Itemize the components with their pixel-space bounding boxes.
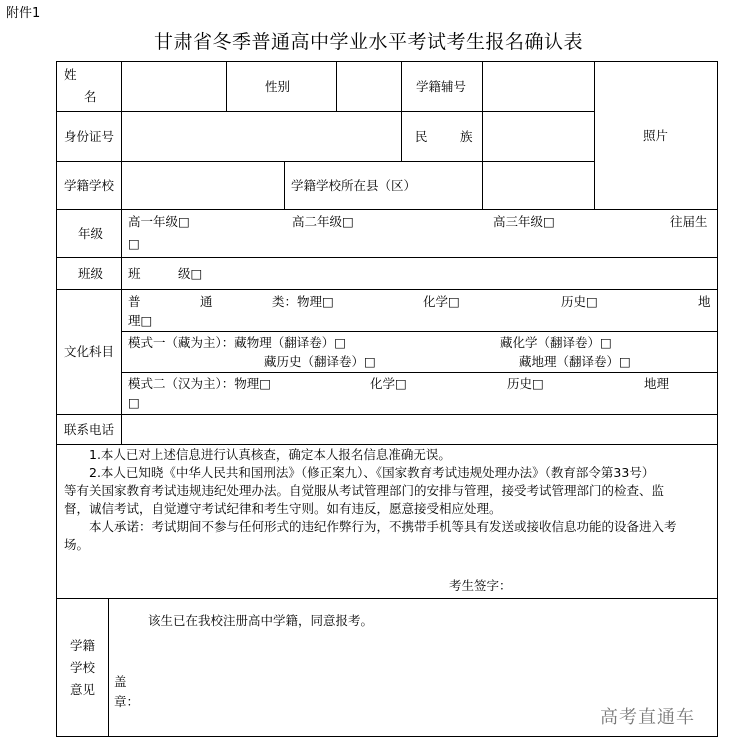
row-divider <box>56 598 718 599</box>
declaration-line-6: 场。 <box>64 537 90 552</box>
school-opinion-label-1: 学籍 <box>70 638 96 653</box>
col-divider <box>226 61 227 111</box>
subject-mode2-chemistry[interactable]: 化学□ <box>370 376 407 391</box>
subject-normal-geo-b[interactable]: 理□ <box>128 313 153 328</box>
grade-option-previous-text: 往届生 <box>670 214 708 229</box>
watermark: 高考直通车 <box>600 707 695 728</box>
photo-area[interactable] <box>595 62 717 208</box>
class-field[interactable]: 班 级□ <box>128 266 203 281</box>
subject-normal-physics[interactable]: 类：物理□ <box>272 294 334 309</box>
row-divider <box>121 331 718 332</box>
ethnic-field[interactable] <box>483 112 593 160</box>
subjects-label: 文化科目 <box>64 344 115 359</box>
name-label-top: 姓 <box>64 67 77 82</box>
county-field[interactable] <box>483 162 593 208</box>
grade-option-1[interactable]: 高一年级□ <box>128 214 190 229</box>
school-opinion-text: 该生已在我校注册高中学籍，同意报考。 <box>148 613 374 628</box>
row-divider <box>56 444 718 445</box>
attachment-label: 附件1 <box>6 6 41 21</box>
signature-field[interactable] <box>515 572 705 596</box>
subject-mode1-chemistry[interactable]: 藏化学（翻译卷）□ <box>500 335 612 350</box>
row-divider <box>56 209 718 210</box>
seal-label-2: 章： <box>114 694 140 709</box>
col-divider <box>108 598 109 737</box>
row-divider <box>121 372 718 373</box>
subject-normal-b: 通 <box>200 294 213 309</box>
page-title: 甘肃省冬季普通高中学业水平考试考生报名确认表 <box>153 31 583 53</box>
school-field[interactable] <box>122 162 283 208</box>
row-divider <box>56 257 718 258</box>
subject-mode1-physics[interactable]: 模式一（藏为主）：藏物理（翻译卷）□ <box>128 335 347 350</box>
seal-label-1: 盖 <box>114 674 127 689</box>
phone-label: 联系电话 <box>64 422 115 437</box>
subject-mode2-physics[interactable]: 模式二（汉为主）：物理□ <box>128 376 272 391</box>
subject-mode1-geography[interactable]: 藏地理（翻译卷）□ <box>519 354 631 369</box>
declaration-line-2: 2.本人已知晓《中华人民共和国刑法》（修正案九）、《国家教育考试违规处理办法》（教育部令第33号） <box>89 465 655 480</box>
subject-normal-history[interactable]: 历史□ <box>561 294 598 309</box>
subject-mode1-history[interactable]: 藏历史（翻译卷）□ <box>264 354 376 369</box>
assist-no-field[interactable] <box>483 62 593 110</box>
school-opinion-label-2: 学校 <box>70 660 96 675</box>
subject-normal-a: 普 <box>128 294 141 309</box>
signature-label: 考生签字： <box>449 578 512 593</box>
name-label-bottom: 名 <box>84 89 97 104</box>
gender-label: 性别 <box>265 79 291 94</box>
declaration-line-1: 1.本人已对上述信息进行认真核查，确定本人报名信息准确无误。 <box>89 447 451 462</box>
subject-normal-chemistry[interactable]: 化学□ <box>423 294 460 309</box>
declaration-line-5: 本人承诺：考试期间不参与任何形式的违纪作弊行为，不携带手机等具有发送或接收信息功能的设备进入考 <box>89 519 677 534</box>
school-opinion-label-3: 意见 <box>70 682 96 697</box>
declaration-line-4: 督，诚信考试，自觉遵守考试纪律和考生守则。如有违反，愿意接受相应处理。 <box>64 501 502 516</box>
ethnic-label-a: 民 <box>415 129 428 144</box>
county-label: 学籍学校所在县（区） <box>291 178 417 193</box>
subject-mode2-geography-text: 地理 <box>644 376 670 391</box>
subject-mode2-history[interactable]: 历史□ <box>507 376 544 391</box>
photo-label: 照片 <box>643 128 669 143</box>
assist-no-label: 学籍辅号 <box>416 79 467 94</box>
id-label: 身份证号 <box>64 129 115 144</box>
row-divider <box>56 289 718 290</box>
subject-mode2-geography-checkbox[interactable]: □ <box>128 395 140 410</box>
subject-normal-geo-a: 地 <box>698 294 711 309</box>
declaration-line-3: 等有关国家教育考试违规违纪处理办法。自觉服从考试管理部门的安排与管理，接受考试管理部门的检查、监 <box>64 483 665 498</box>
phone-field[interactable] <box>122 415 717 443</box>
grade-option-3[interactable]: 高三年级□ <box>493 214 555 229</box>
gender-field[interactable] <box>337 62 400 110</box>
col-divider <box>284 161 285 209</box>
name-field[interactable] <box>122 62 225 110</box>
col-divider <box>401 61 402 161</box>
grade-option-2[interactable]: 高二年级□ <box>292 214 354 229</box>
class-label: 班级 <box>78 266 104 281</box>
id-field[interactable] <box>122 112 400 160</box>
grade-option-previous-checkbox[interactable]: □ <box>128 236 140 251</box>
school-label: 学籍学校 <box>64 178 115 193</box>
ethnic-label-b: 族 <box>460 129 473 144</box>
grade-label: 年级 <box>78 226 104 241</box>
